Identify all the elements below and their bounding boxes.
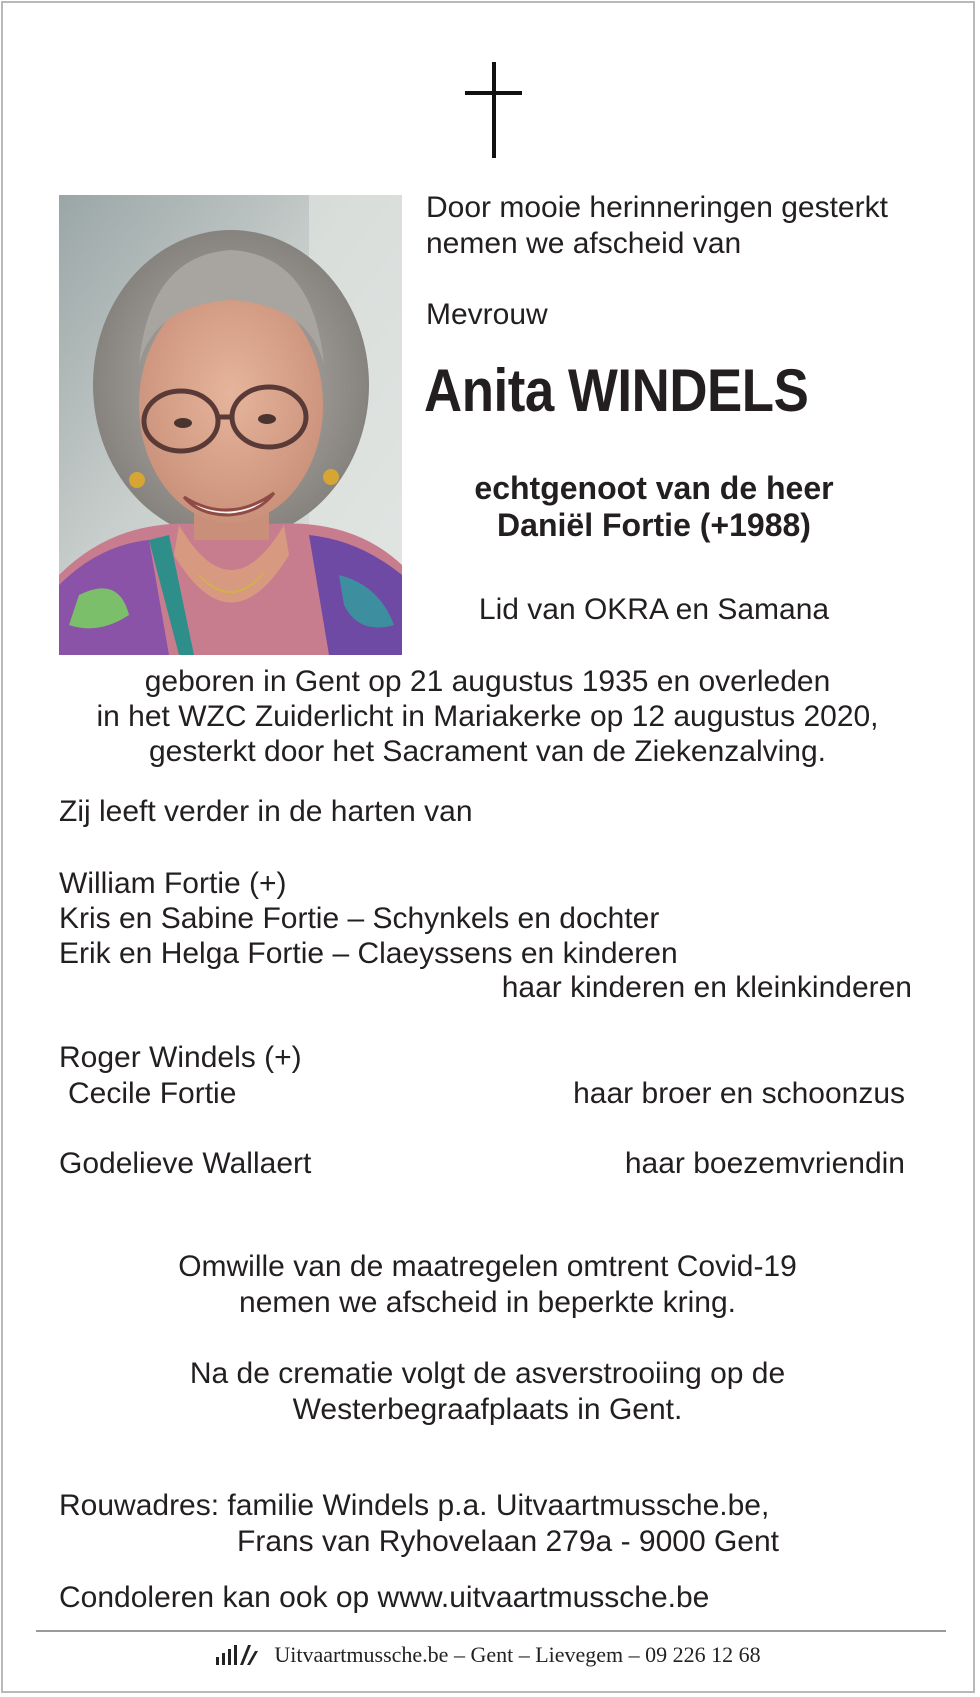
spouse-text: echtgenoot van de heer Daniël Fortie (+1988) [474,470,834,543]
lives-on-text: Zij leeft verder in de harten van [59,795,473,828]
title-prefix: Mevrouw [426,298,548,331]
sibling-in-law-name: Cecile Fortie [68,1077,237,1110]
children-list [59,866,678,971]
intro-text: Door mooie herinneringen gesterkt nemen we afscheid van [426,191,888,260]
cremation-notice: Na de crematie volgt de asverstrooiing op de Westerbegraafplaats in Gent. [189,1357,786,1426]
membership-text: Lid van OKRA en Samana [478,593,830,626]
friend-relation: haar boezemvriendin [624,1147,905,1180]
footer-text: Uitvaartmussche.be – Gent – Lievegem – 09 226 12 68 [274,1642,761,1667]
list-item: Kris en Sabine Fortie – Schynkels en dochter [59,902,660,935]
birth-death-text: geboren in Gent op 21 augustus 1935 en overleden in het WZC Zuiderlicht in Mariakerke op 12 augustus 2020, gesterkt door het Sacrament van de Ziekenzalving. [96,665,879,768]
mourning-address-line2: Frans van Ryhovelaan 279a - 9000 Gent [237,1525,780,1558]
divider [36,1630,946,1632]
condolence-text: Condoleren kan ook op www.uitvaartmussche.be [59,1581,710,1614]
siblings-relation: haar broer en schoonzus [573,1077,905,1110]
portrait-photo [59,195,402,655]
funeral-home-logo-icon [214,1643,260,1671]
children-relation: haar kinderen en kleinkinderen [501,971,912,1004]
friend-name: Godelieve Wallaert [59,1147,312,1180]
footer [0,1642,975,1671]
sibling-name: Roger Windels (+) [59,1041,302,1074]
deceased-name: Anita WINDELS [424,357,809,424]
covid-notice: Omwille van de maatregelen omtrent Covid-19 nemen we afscheid in beperkte kring. [178,1250,797,1319]
list-item: William Fortie (+) [59,867,287,900]
list-item: Erik en Helga Fortie – Claeyssens en kinderen [59,937,678,970]
mourning-address-line1: Rouwadres: familie Windels p.a. Uitvaartmussche.be, [59,1489,770,1522]
